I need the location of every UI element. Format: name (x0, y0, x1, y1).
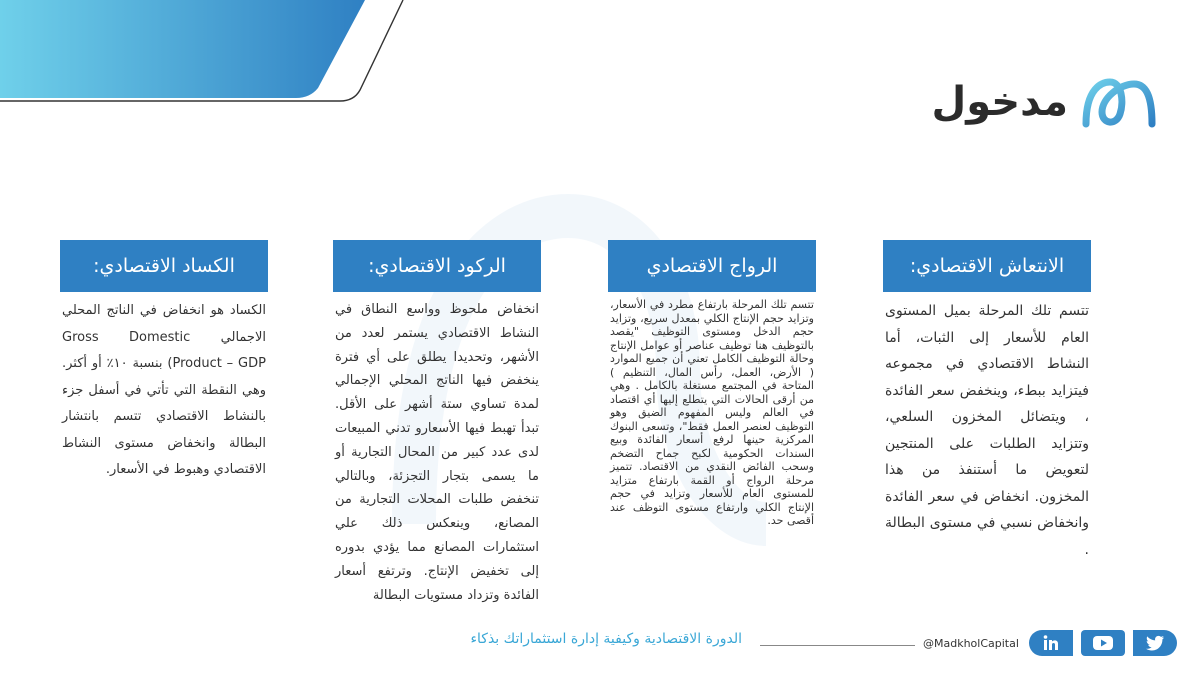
column-depression (60, 240, 268, 484)
social-handle[interactable]: @MadkholCapital (923, 637, 1019, 650)
linkedin-button[interactable] (1029, 630, 1073, 656)
brand-logo (908, 72, 1158, 132)
twitter-icon (1145, 634, 1165, 652)
logo-text: مدخول (931, 79, 1068, 125)
youtube-button[interactable] (1081, 630, 1125, 656)
column-boom (608, 240, 816, 528)
header-banner (0, 0, 420, 110)
footer-title: الدورة الاقتصادية وكيفية إدارة استثماراتك بذكاء (470, 631, 742, 647)
column-body: الكساد هو انخفاض في الناتج المحلي الاجمالي Gross Domestic Product – GDP) بنسبة ١٠٪ أو أكثر. وهي النقطة التي تأتي في أسفل جزء بالنشاط الاقتصادي تتسم بانتشار البطالة وانخفاض مستوى النشاط الاقتصادي وهبوط في الأسعار. (62, 303, 266, 477)
column-recession (333, 240, 541, 607)
column-title: الرواج الاقتصادي (608, 240, 816, 292)
column-body: تتسم تلك المرحلة بميل المستوى العام للأسعار إلى الثبات، أما النشاط الاقتصادي في مجموعه فيتزايد ببطء، وينخفض سعر الفائدة ، ويتضائل المخزون السلعي، وتتزايد الطلبات على المنتجين لتعويض ما أستنفذ من هذا المخزون. انخفاض في سعر الفائدة وانخفاض نسبي في مستوى البطالة . (885, 303, 1089, 558)
column-recovery (883, 240, 1091, 563)
madkhol-logo-icon (1080, 74, 1158, 130)
column-body: تتسم تلك المرحلة بارتفاع مطرد في الأسعار، وتزايد حجم الإنتاج الكلي بمعدل سريع، وتزايد حجم الدخل ومستوى التوظيف "يقصد بالتوظيف هنا توظيف عناصر أو عوامل الإنتاج وحالة التوظيف الكامل تعني أن جميع الموارد ( الأرض، العمل، رأس المال، التنظيم ) المتاحة في المجتمع مستغلة بالكامل . وهي من أرقى الحالات التي يتطلع إليها أي اقتصاد في العالم وليس المفهوم الضيق وهو التوظيف لعنصر العمل فقط"، وتسعى البنوك المركزية حينها لرفع أسعار الفائدة وبيع السندات الحكومية لكبح جماح التضخم وسحب الفائض النقدي من الاقتصاد. تتميز مرحلة الرواج أو القمة بارتفاع متزايد للمستوى العام للأسعار وتزايد في حجم الإنتاج الكلي وارتفاع مستوى التوظف عند أقصى حد. (610, 298, 814, 527)
linkedin-icon (1042, 634, 1060, 652)
column-title: الركود الاقتصادي: (333, 240, 541, 292)
column-title: الانتعاش الاقتصادي: (883, 240, 1091, 292)
column-body: انخفاض ملحوظ وواسع النطاق في النشاط الاقتصادي يستمر لعدد من الأشهر، وتحديدا يطلق على أي فترة ينخفض فيها الناتج المحلي الإجمالي لمدة تساوي ستة أشهر على الأقل. تبدأ تهبط فيها الأسعارو تدني المبيعات لدى عدد كبير من المحال التجارية أو ما يسمى بتجار التجزئة، وبالتالي تنخفض طلبات المحلات التجارية من المصانع، وينعكس ذلك علي استثمارات المصانع مما يؤدي بدوره إلى تخفيض الإنتاج. وترتفع أسعار الفائدة وتزداد مستويات البطالة (335, 302, 539, 603)
footer-divider (760, 645, 915, 646)
column-title: الكساد الاقتصادي: (60, 240, 268, 292)
youtube-icon (1092, 634, 1114, 652)
twitter-button[interactable] (1133, 630, 1177, 656)
